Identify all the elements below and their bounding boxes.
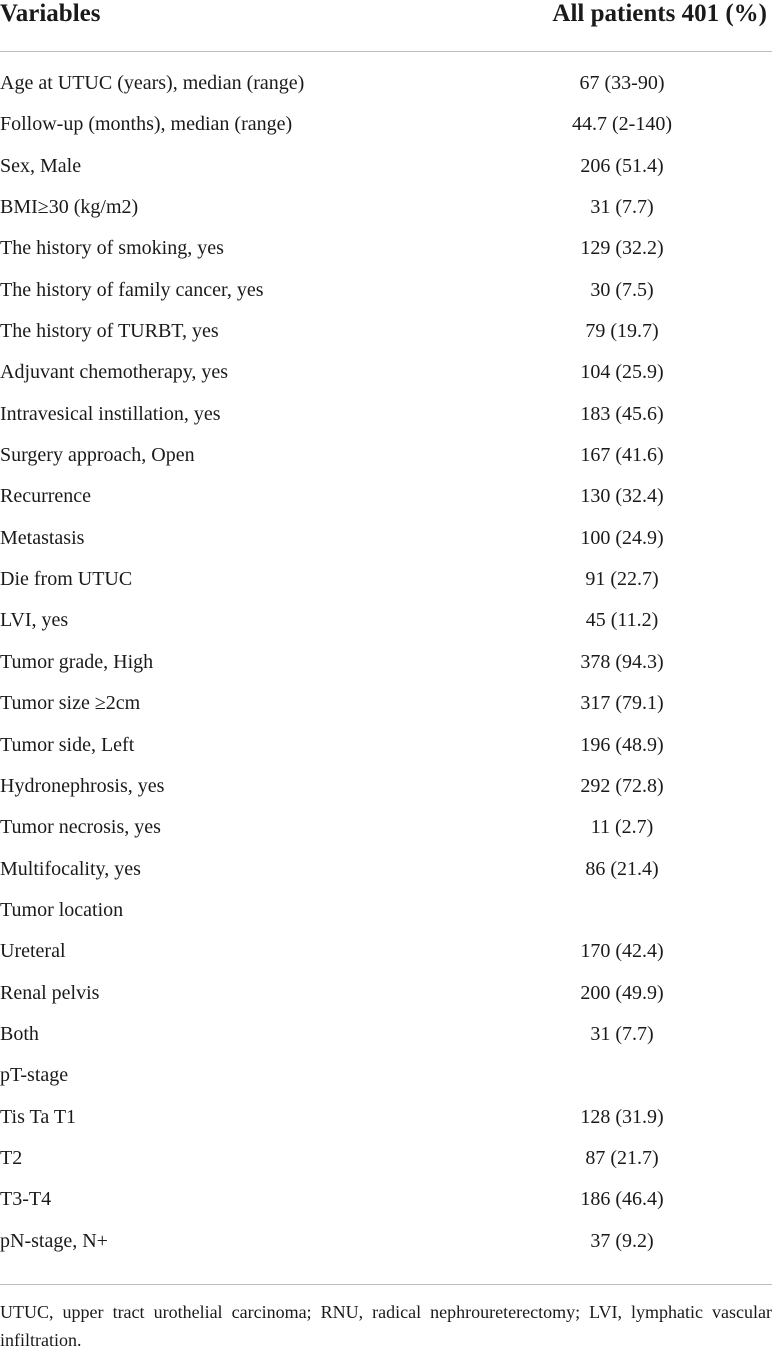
row-label: The history of family cancer, yes [0, 278, 264, 301]
table-row [0, 936, 772, 977]
row-label: The history of smoking, yes [0, 237, 224, 260]
table-row [0, 399, 772, 440]
table-row [0, 68, 772, 109]
table-row [0, 192, 772, 233]
row-value: 87 (21.7) [585, 1146, 659, 1169]
row-value: 206 (51.4) [580, 154, 664, 177]
table-row [0, 854, 772, 895]
row-value: 79 (19.7) [585, 320, 659, 343]
table-row [0, 1060, 772, 1101]
table-row [0, 440, 772, 481]
row-value: 30 (7.5) [590, 278, 654, 301]
row-value: 167 (41.6) [580, 444, 664, 467]
row-label: pN-stage, N+ [0, 1229, 108, 1252]
row-value: 100 (24.9) [580, 526, 664, 549]
table-row [0, 812, 772, 853]
row-value: 183 (45.6) [580, 402, 664, 425]
table-row [0, 151, 772, 192]
row-value: 200 (49.9) [580, 981, 664, 1004]
row-value: 91 (22.7) [585, 568, 659, 591]
row-label: Recurrence [0, 485, 92, 508]
table-row [0, 605, 772, 646]
table-row [0, 564, 772, 605]
row-value: 378 (94.3) [580, 650, 664, 673]
table-bottom-divider [0, 1284, 772, 1285]
table-row [0, 730, 772, 771]
table-row [0, 233, 772, 274]
row-value: 196 (48.9) [580, 733, 664, 756]
row-label: BMI≥30 (kg/m2) [0, 196, 139, 219]
row-value: 37 (9.2) [590, 1229, 654, 1252]
table-row [0, 1226, 772, 1267]
row-label: The history of TURBT, yes [0, 320, 219, 343]
row-label: Tis Ta T1 [0, 1105, 77, 1128]
row-label: T2 [0, 1146, 23, 1169]
row-value: 292 (72.8) [580, 774, 664, 797]
row-value: 45 (11.2) [585, 609, 659, 632]
row-label: Age at UTUC (years), median (range) [0, 72, 305, 94]
row-label: Intravesical instillation, yes [0, 402, 221, 425]
table-row [0, 316, 772, 357]
row-label: Adjuvant chemotherapy, yes [0, 361, 229, 384]
row-label: Metastasis [0, 526, 85, 549]
row-label: Sex, Male [0, 154, 82, 177]
row-value: 317 (79.1) [580, 692, 664, 715]
table-row [0, 895, 772, 936]
row-value: 128 (31.9) [580, 1105, 664, 1128]
table-body [0, 68, 772, 1267]
row-label: Tumor side, Left [0, 733, 135, 756]
table-row [0, 771, 772, 812]
row-value: 31 (7.7) [590, 1022, 654, 1045]
row-value: 129 (32.2) [580, 237, 664, 260]
table-row [0, 978, 772, 1019]
table-row [0, 1143, 772, 1184]
table-row [0, 481, 772, 522]
table-row [0, 109, 772, 150]
row-label: Follow-up (months), median (range) [0, 113, 293, 136]
row-label: Hydronephrosis, yes [0, 774, 165, 797]
row-label: Tumor location [0, 898, 124, 921]
row-label: Tumor size ≥2cm [0, 692, 141, 715]
row-label: T3-T4 [0, 1188, 52, 1211]
row-label: Both [0, 1022, 39, 1045]
row-value: 11 (2.7) [590, 816, 654, 839]
row-label: LVI, yes [0, 609, 69, 632]
table-footnote: UTUC, upper tract urothelial carcinoma; RNU, radical nephroureterectomy; LVI, lymphatic vascular infiltration. [0, 1302, 772, 1350]
table-row [0, 1019, 772, 1060]
row-label: Multifocality, yes [0, 857, 141, 880]
row-label: Renal pelvis [0, 981, 100, 1004]
row-label: pT-stage [0, 1064, 69, 1087]
header-divider [0, 51, 772, 52]
table-header [0, 0, 772, 34]
table-row [0, 688, 772, 729]
header-all-patients: All patients 401 (%) [552, 0, 767, 27]
row-value: 31 (7.7) [590, 196, 654, 219]
row-value: 86 (21.4) [585, 857, 659, 880]
row-value: 104 (25.9) [580, 361, 664, 384]
table-row [0, 1184, 772, 1225]
table-row [0, 647, 772, 688]
row-value: 130 (32.4) [580, 485, 664, 508]
table-row [0, 275, 772, 316]
header-variables: Variables [0, 0, 101, 27]
table-row [0, 523, 772, 564]
row-label: Ureteral [0, 940, 66, 963]
row-label: Surgery approach, Open [0, 444, 195, 467]
row-value: 67 (33-90) [579, 72, 665, 94]
row-value: 186 (46.4) [580, 1188, 664, 1211]
row-value: 170 (42.4) [580, 940, 664, 963]
row-value: 44.7 (2-140) [572, 113, 672, 136]
table-row [0, 1102, 772, 1143]
table-row [0, 357, 772, 398]
row-label: Tumor grade, High [0, 650, 154, 673]
row-label: Die from UTUC [0, 568, 133, 591]
row-label: Tumor necrosis, yes [0, 816, 161, 839]
